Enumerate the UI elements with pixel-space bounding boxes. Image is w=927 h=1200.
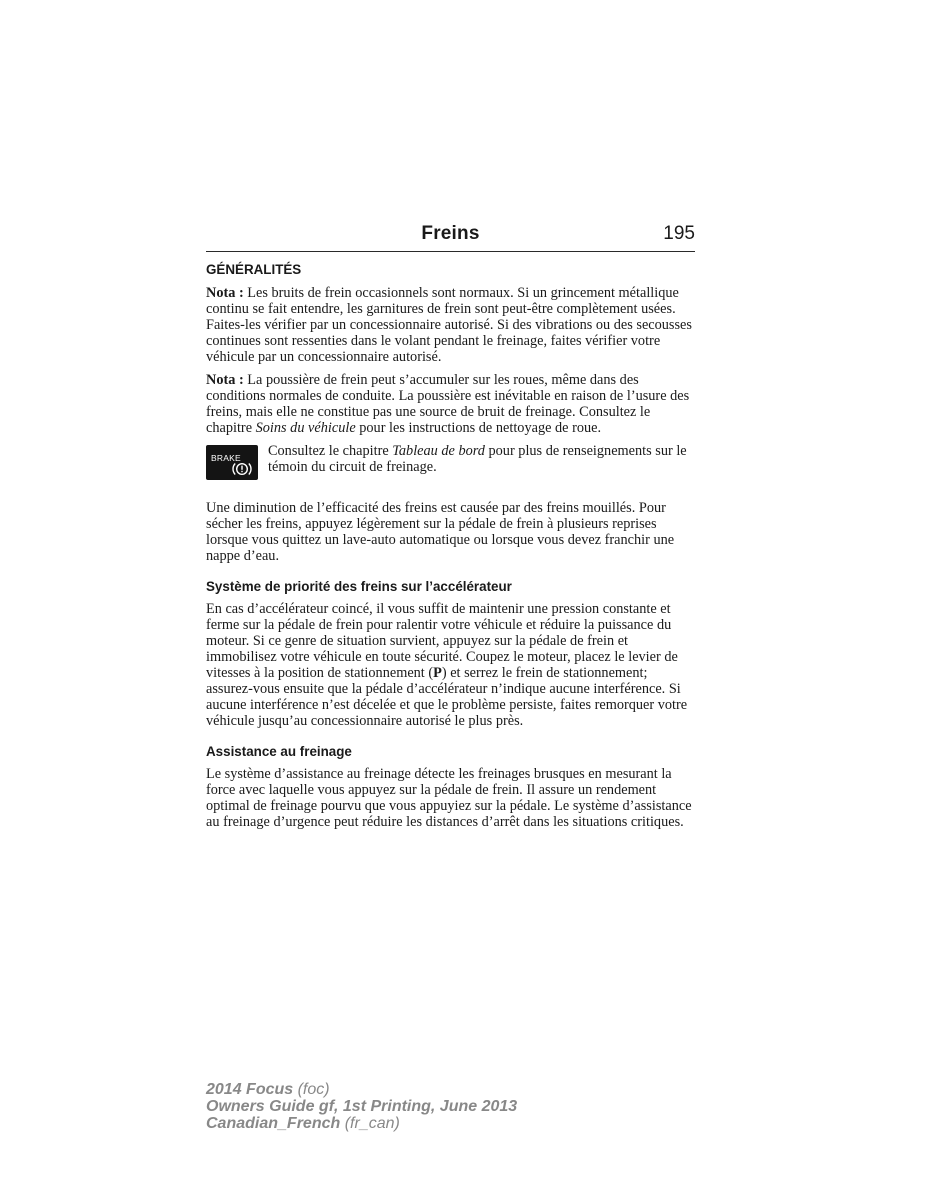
page-header <box>206 223 695 252</box>
note-label: Nota : <box>206 285 244 301</box>
footer-line-2: Owners Guide gf, 1st Printing, June 2013 <box>206 1098 518 1115</box>
page-footer <box>206 1081 517 1132</box>
chapter-reference: Tableau de bord <box>392 443 485 459</box>
park-symbol: P <box>433 665 442 681</box>
note-paragraph-1 <box>206 285 695 365</box>
page-title: Freins <box>421 223 480 244</box>
note-paragraph-2 <box>206 372 695 436</box>
note-label: Nota : <box>206 372 244 388</box>
footer-line-3: Canadian_French (fr_can) <box>206 1115 400 1132</box>
note-text: Les bruits de frein occasionnels sont normaux. Si un grincement métallique continu se fait entendre, les garnitures de frein sont peut-être complètement usées. Faites-les vérifier par un concessionnaire autorisé. Si des vibrations ou des secousses continues sont ressenties dans le volant pendant le freinage, faites vérifier votre véhicule par un concessionnaire autorisé. <box>206 285 692 365</box>
icon-note <box>206 443 695 480</box>
footer-line-1: 2014 Focus (foc) <box>206 1081 330 1098</box>
brake-label: BRAKE <box>211 453 241 463</box>
section-heading-assist: Assistance au freinage <box>206 744 352 759</box>
page-content <box>206 261 695 837</box>
brake-warning-icon <box>206 445 258 480</box>
wet-brakes-paragraph: Une diminution de l’efficacité des freins est causée par des freins mouillés. Pour sécher les freins, appuyez légèrement sur la pédale de frein à plusieurs reprises lorsque vous quittez un lave-auto automatique ou lorsque vous devez franchir une nappe d’eau. <box>206 500 675 564</box>
note-text: La poussière de frein peut s’accumuler sur les roues, même dans des conditions normales de conduite. La poussière est inévitable en raison de l’usure des freins, mais elle ne constitue pas une source de bruit de freinage. Consultez le chapitre <box>206 372 690 436</box>
page-number: 195 <box>663 223 695 244</box>
brake-circle-icon <box>231 461 253 477</box>
icon-note-text: Consultez le chapitre Tableau de bord pour plus de renseignements sur le témoin du circuit de freinage. <box>268 443 687 475</box>
section-heading-general: GÉNÉRALITÉS <box>206 262 302 277</box>
chapter-reference: Soins du véhicule <box>255 420 356 436</box>
assist-paragraph: Le système d’assistance au freinage détecte les freinages brusques en mesurant la force avec laquelle vous appuyez sur la pédale de frein. Il assure un rendement optimal de freinage pourvu que vous appuyiez sur la pédale. Le système d’assistance au freinage d’urgence peut réduire les distances d’arrêt dans les situations critiques. <box>206 766 692 830</box>
section-heading-override: Système de priorité des freins sur l’accélérateur <box>206 579 512 594</box>
override-paragraph: En cas d’accélérateur coincé, il vous suffit de maintenir une pression constante et ferme sur la pédale de frein pour ralentir votre véhicule et réduire la puissance du moteur. Si ce genre de situation survient, appuyez sur la pédale de frein et immobilisez votre véhicule en toute sécurité. Coupez le moteur, placez le levier de vitesses à la position de stationnement (P) et serrez le frein de stationnement; assurez-vous ensuite que la pédale d’accélérateur n’indique aucune interférence. Si aucune interférence n’est décelée et que le problème persiste, faites remorquer votre véhicule jusqu’au concessionnaire autorisé le plus près. <box>206 601 688 729</box>
note-text: pour les instructions de nettoyage de roue. <box>355 420 602 436</box>
